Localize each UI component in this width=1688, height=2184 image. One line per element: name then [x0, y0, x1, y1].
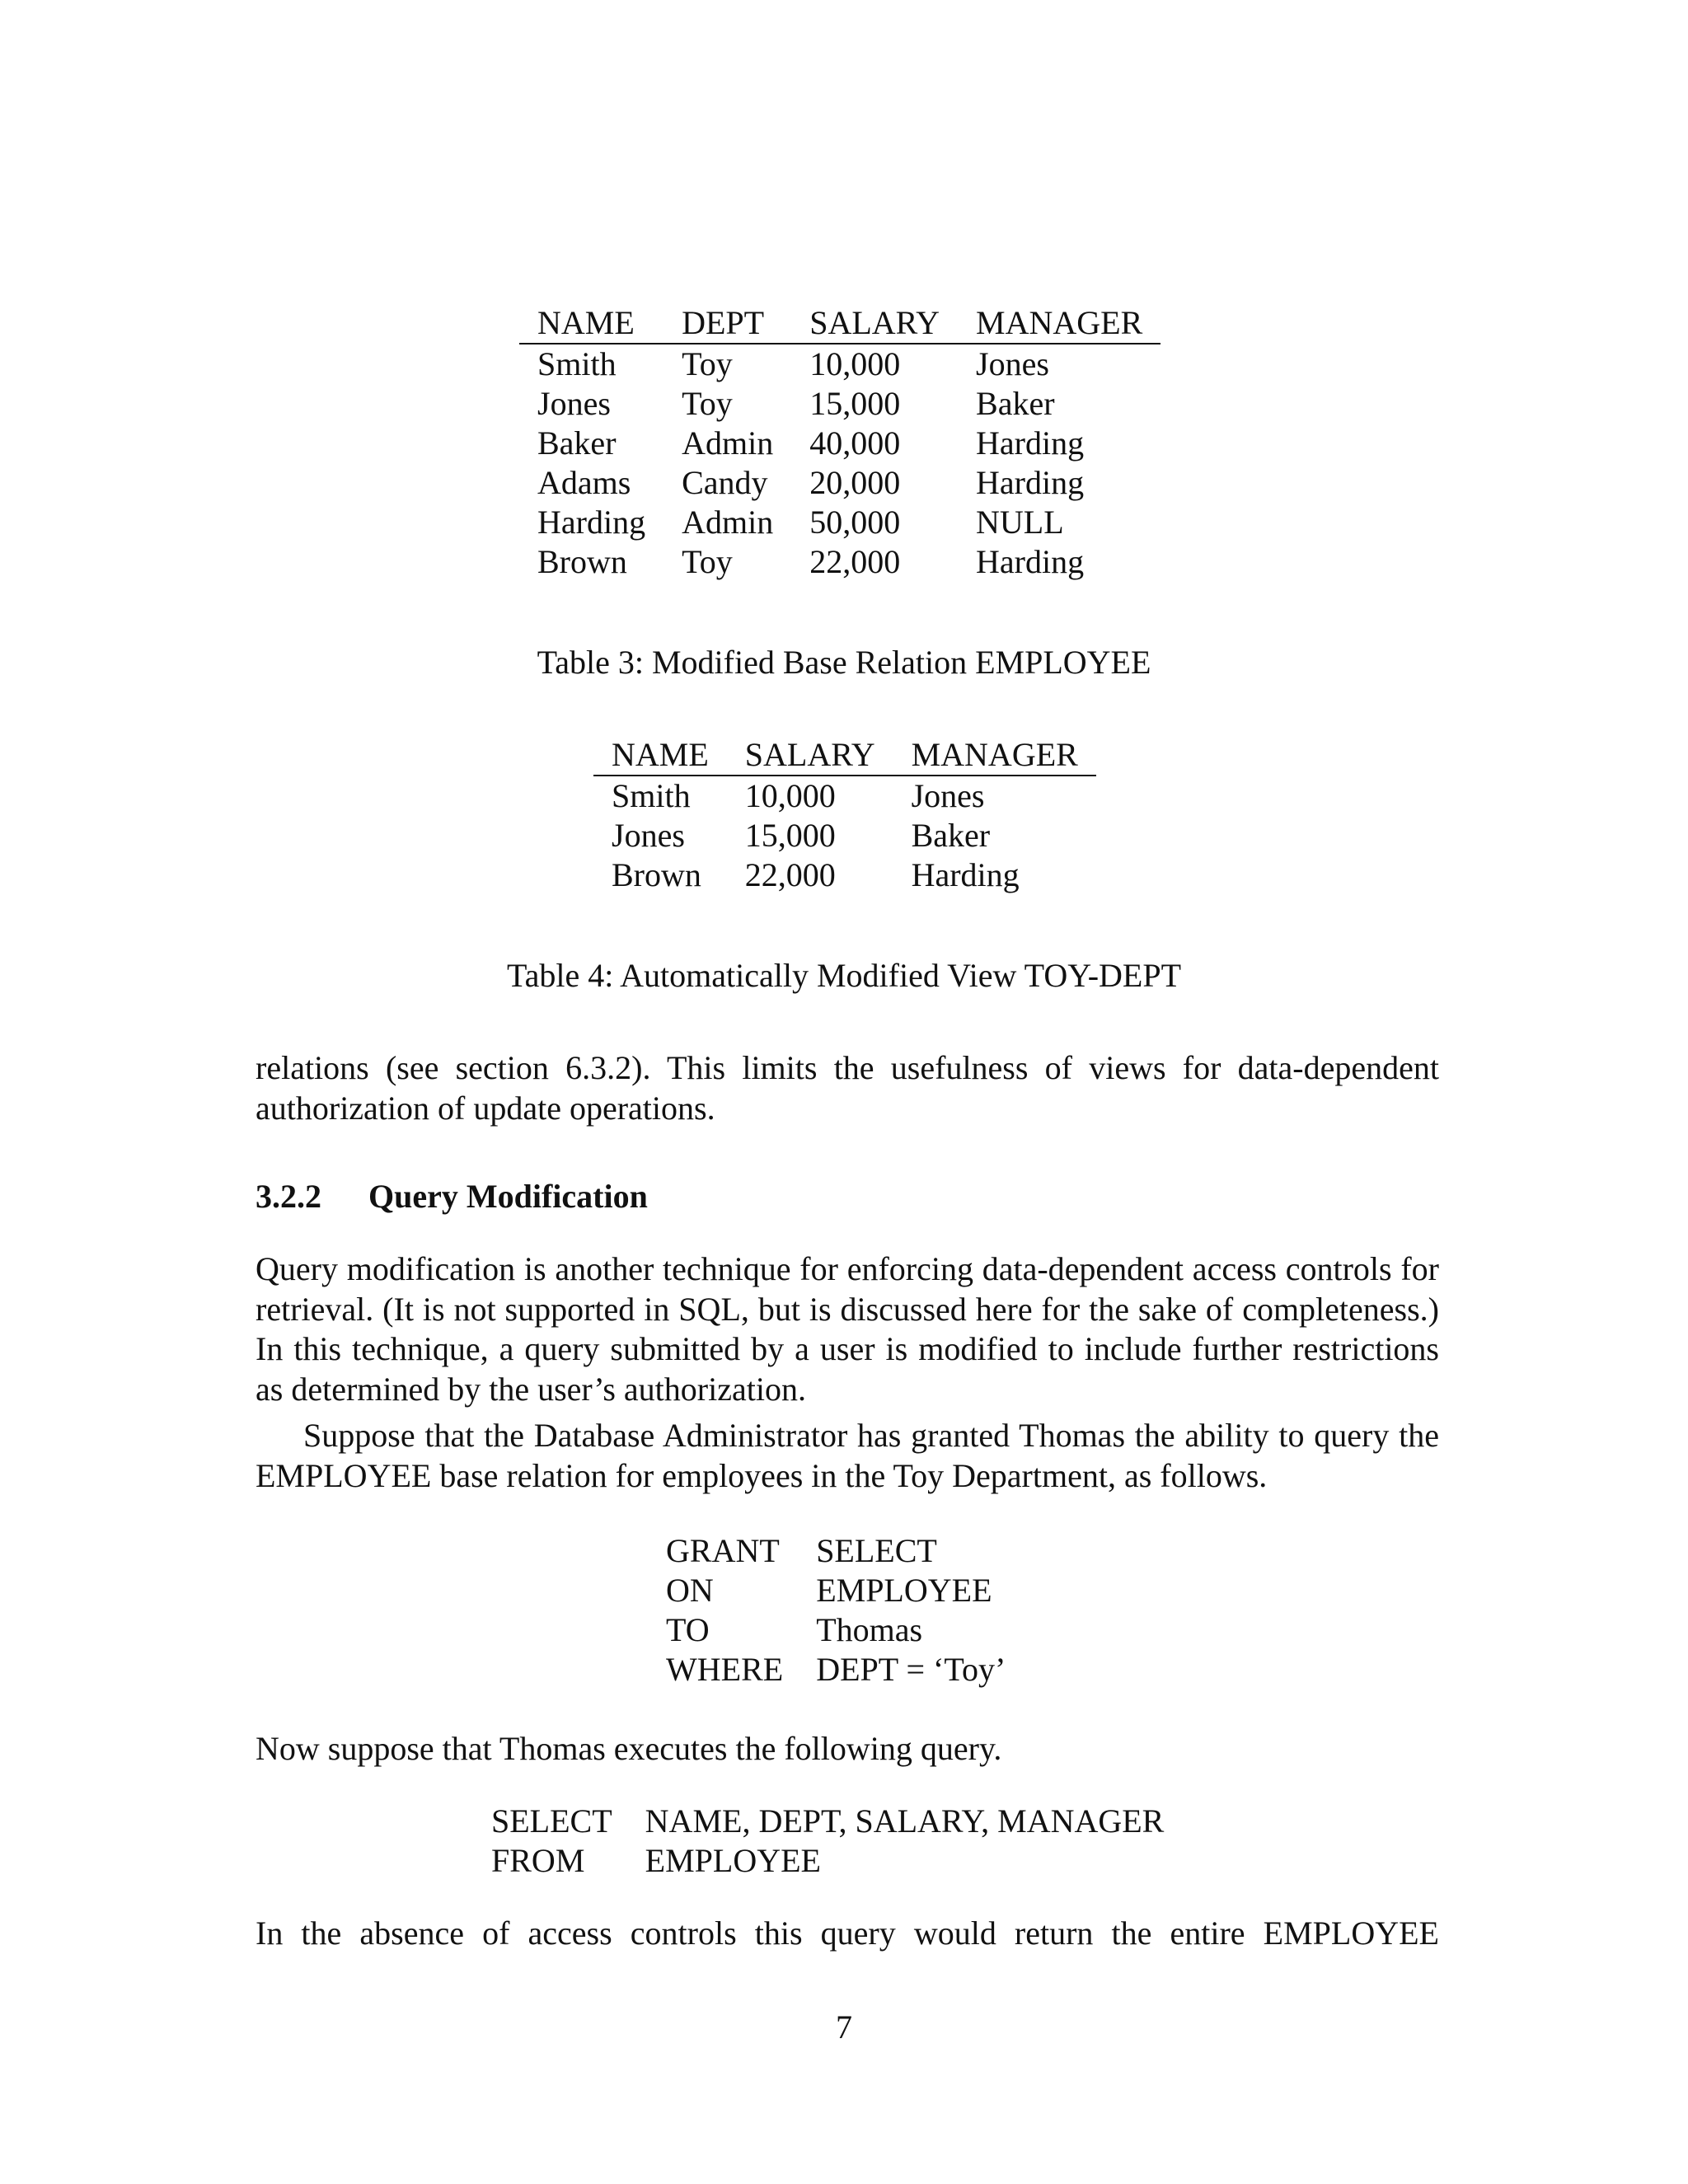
column-header-name: NAME [593, 735, 727, 776]
table-cell: Baker [911, 817, 991, 854]
table-cell: Brown [537, 543, 627, 580]
column-header-salary: SALARY [791, 303, 958, 344]
table-cell: Harding [911, 856, 1020, 893]
column-header-name: NAME [519, 303, 663, 344]
sql-argument: DEPT = ‘Toy’ [816, 1651, 1006, 1688]
table-row [519, 344, 1160, 384]
table-cell: Toy [682, 543, 733, 580]
table-caption: Table 4: Automatically Modified View TOY-DEPT [506, 957, 1182, 994]
code-line [666, 1610, 1039, 1650]
sql-argument: Thomas [816, 1611, 923, 1648]
section-number: 3.2.2 [256, 1178, 321, 1215]
table-cell: Harding [976, 464, 1085, 501]
section-heading [256, 1177, 648, 1216]
body-paragraph: relations (see section 6.3.2). This limits the usefulness of views for data-dependent authorization of update operations. [256, 1049, 1439, 1127]
section-title: Query Modification [368, 1178, 648, 1215]
table-cell: Baker [537, 424, 617, 462]
table-cell: Baker [976, 385, 1055, 422]
sql-argument: EMPLOYEE [645, 1842, 821, 1879]
table-row [593, 855, 1096, 895]
table-cell: Jones [911, 777, 985, 814]
table-employee-modified [519, 303, 1160, 582]
table-row [519, 463, 1160, 503]
table-cell: Admin [682, 504, 774, 541]
table-cell: 22,000 [744, 856, 836, 893]
sql-keyword: WHERE [666, 1651, 784, 1688]
table-toy-dept-view [593, 735, 1096, 895]
table-cell: Brown [612, 856, 701, 893]
table-cell: 22,000 [809, 543, 901, 580]
column-header-manager: MANAGER [893, 735, 1096, 776]
table-cell: 10,000 [744, 777, 836, 814]
table-cell: Harding [976, 543, 1085, 580]
table-header-row [519, 303, 1160, 344]
table-cell: Harding [537, 504, 646, 541]
sql-keyword: TO [666, 1611, 710, 1648]
table-cell: Smith [612, 777, 691, 814]
code-line [666, 1650, 1039, 1690]
code-line [491, 1802, 1197, 1841]
column-header-salary: SALARY [727, 735, 893, 776]
sql-argument: SELECT [816, 1532, 937, 1569]
sql-keyword: SELECT [491, 1802, 612, 1840]
table-cell: 40,000 [809, 424, 901, 462]
body-paragraph: In the absence of access controls this query would return the entire EMPLOYEE [256, 1915, 1439, 1952]
table-cell: Jones [612, 817, 685, 854]
table-cell: 15,000 [809, 385, 901, 422]
body-paragraph: Query modification is another technique for enforcing data-dependent access controls for retrieval. (It is not supported in SQL, but is discussed here for the sake of completeness.) In this technique, a query submitted by a user is modified to include further restrictions as determined by the user’s authorization. [256, 1250, 1439, 1408]
code-line [666, 1571, 1039, 1610]
table-cell: Jones [537, 385, 611, 422]
grant-statement [666, 1531, 1039, 1690]
table-header-row [593, 735, 1096, 776]
sql-argument: NAME, DEPT, SALARY, MANAGER [645, 1802, 1165, 1840]
table-cell: Jones [976, 345, 1049, 382]
select-statement [491, 1802, 1197, 1881]
table-row [519, 503, 1160, 542]
body-paragraph: Now suppose that Thomas executes the following query. [256, 1730, 1002, 1767]
table-cell: 10,000 [809, 345, 901, 382]
page-number: 7 [836, 2008, 852, 2046]
table-cell: Admin [682, 424, 774, 462]
table-caption: Table 3: Modified Base Relation EMPLOYEE [537, 644, 1151, 681]
table-row [519, 542, 1160, 582]
table-row [593, 816, 1096, 855]
table-cell: 50,000 [809, 504, 901, 541]
table-cell: Toy [682, 345, 733, 382]
code-line [666, 1531, 1039, 1571]
table-cell: 15,000 [744, 817, 836, 854]
table-cell: NULL [976, 504, 1064, 541]
table-cell: Toy [682, 385, 733, 422]
sql-keyword: GRANT [666, 1532, 780, 1569]
table-cell: 20,000 [809, 464, 901, 501]
table-row [593, 776, 1096, 816]
column-header-dept: DEPT [663, 303, 791, 344]
table-row [519, 384, 1160, 424]
table-row [519, 424, 1160, 463]
table-cell: Candy [682, 464, 768, 501]
code-line [491, 1841, 1197, 1881]
column-header-manager: MANAGER [958, 303, 1160, 344]
table-cell: Harding [976, 424, 1085, 462]
sql-keyword: ON [666, 1572, 714, 1609]
table-cell: Adams [537, 464, 631, 501]
sql-keyword: FROM [491, 1842, 585, 1879]
table-cell: Smith [537, 345, 617, 382]
sql-argument: EMPLOYEE [816, 1572, 992, 1609]
body-paragraph: Suppose that the Database Administrator has granted Thomas the ability to query the EMPLOYEE base relation for employees in the Toy Department, as follows. [256, 1417, 1439, 1494]
